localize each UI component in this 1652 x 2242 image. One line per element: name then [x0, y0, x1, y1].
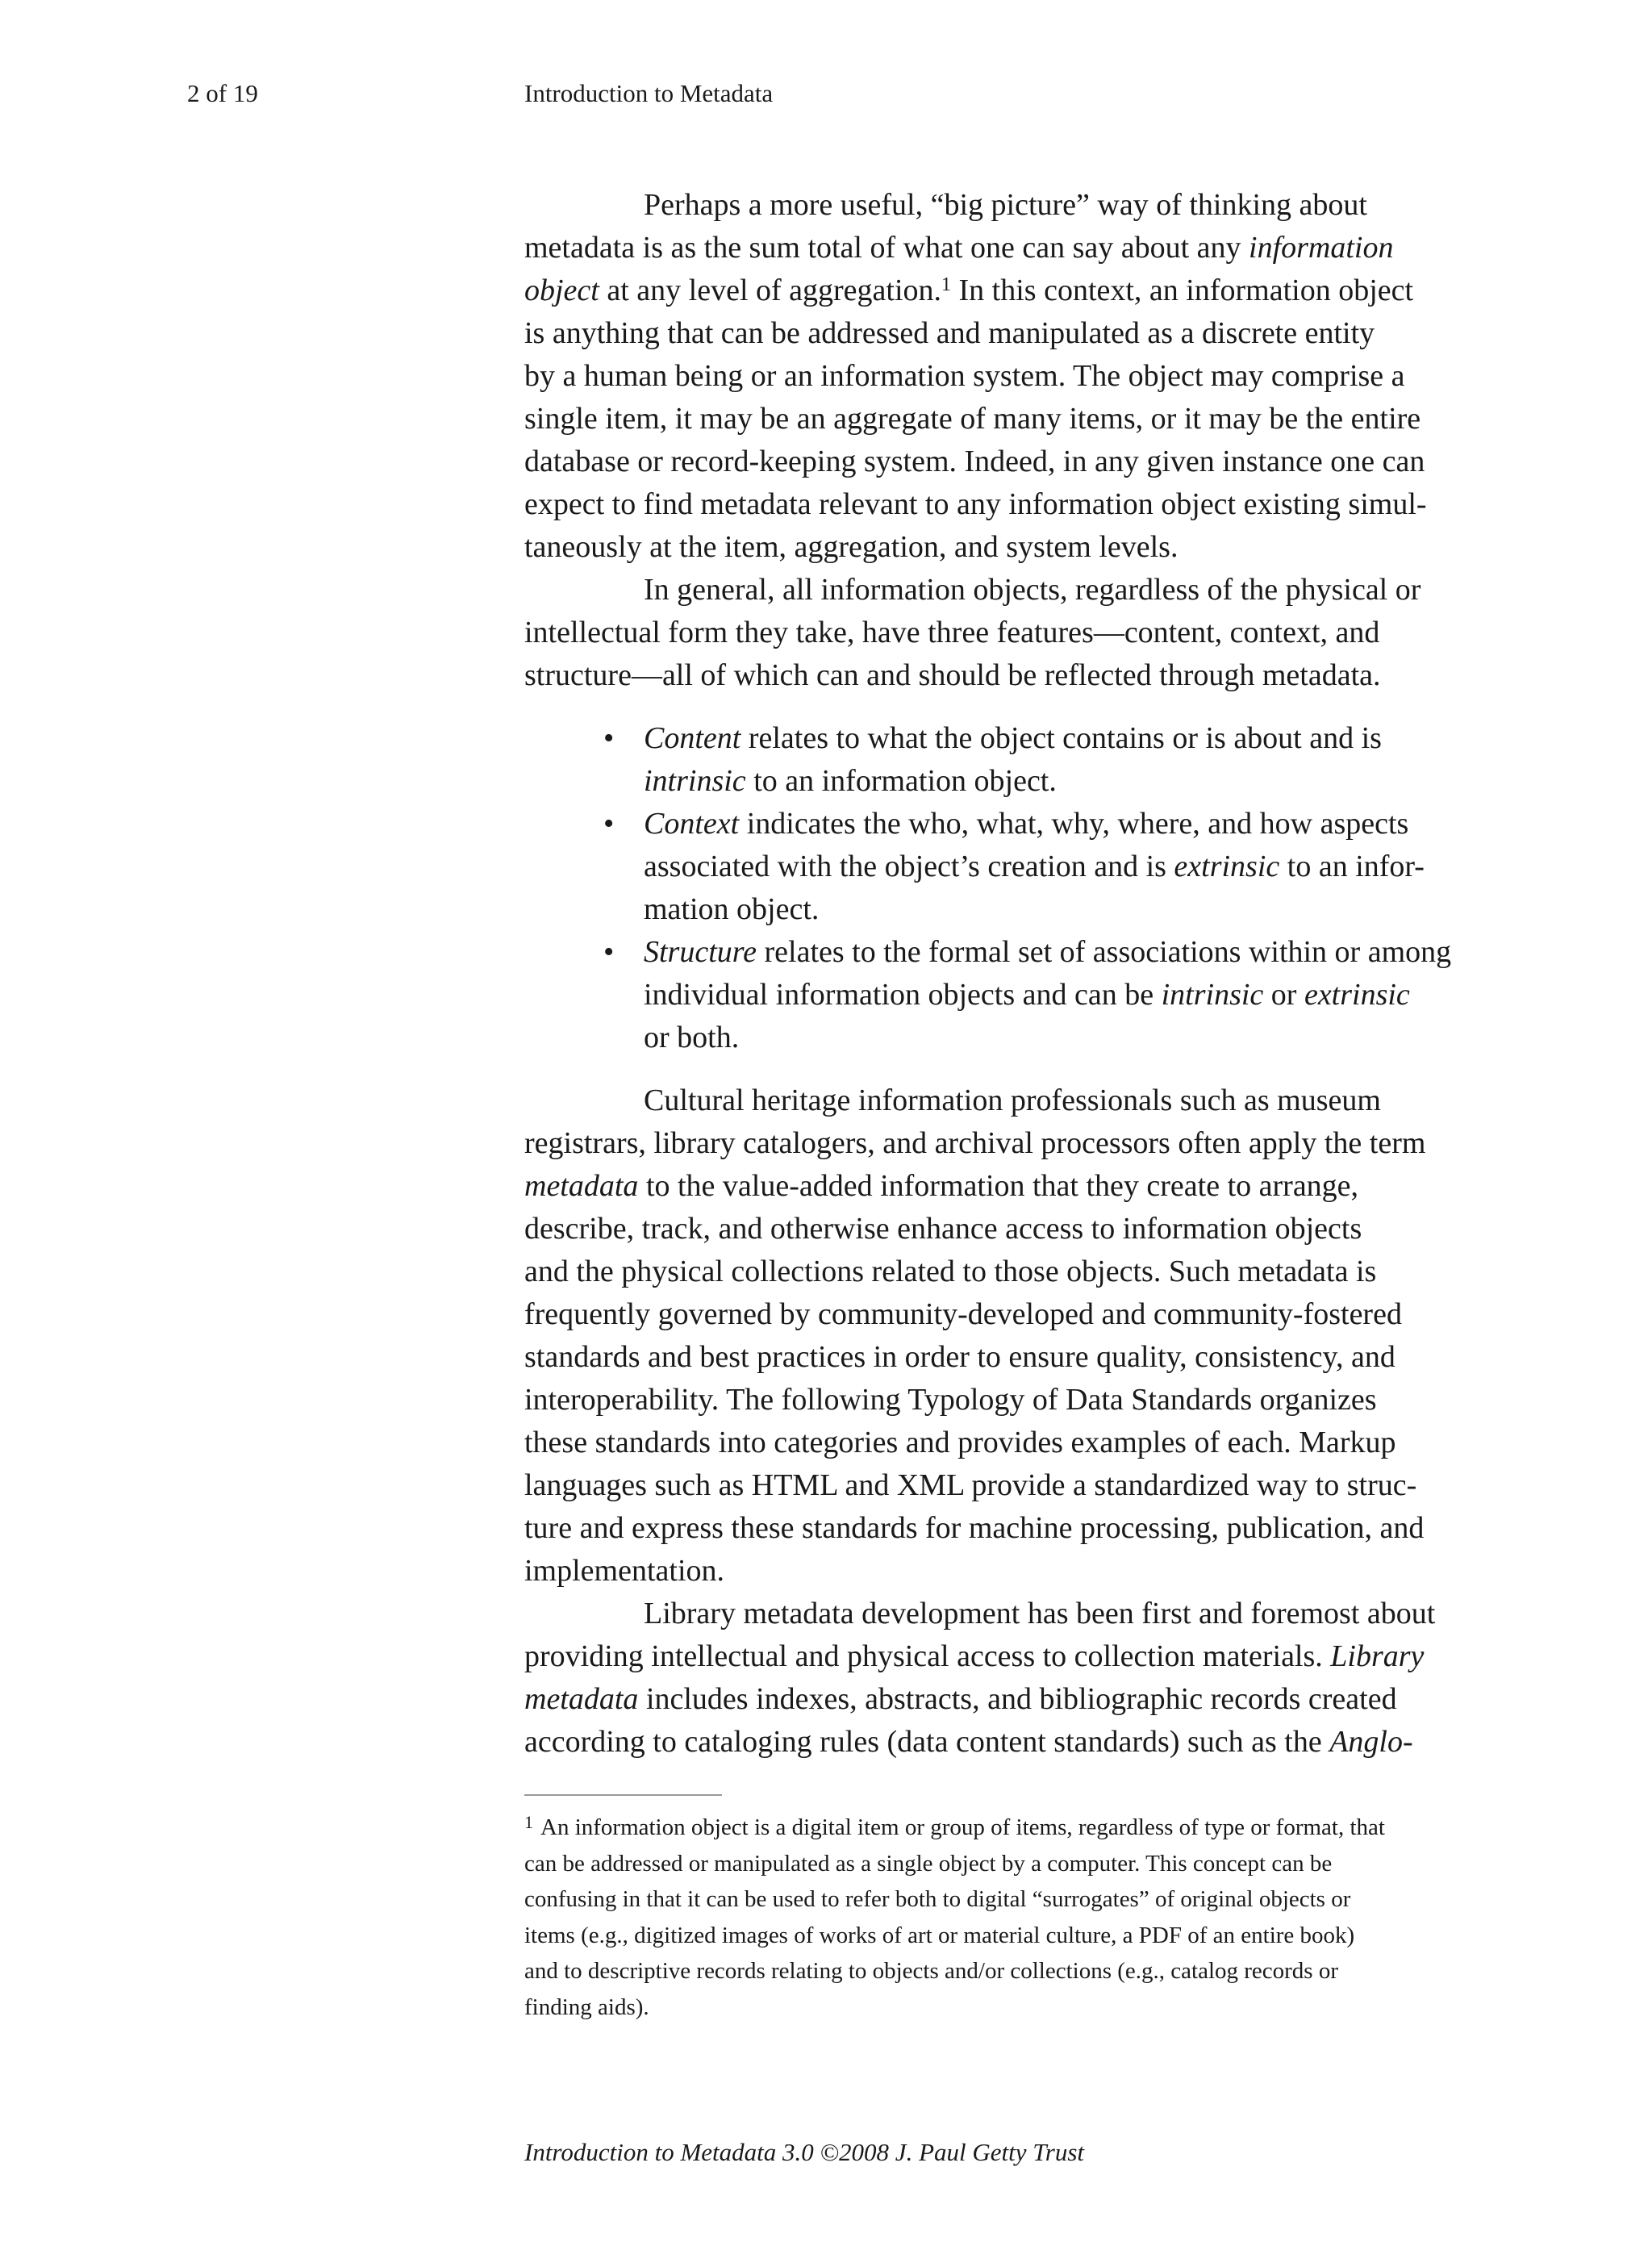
bullet-icon: • — [603, 721, 615, 755]
footnote-text: An information object is a digital item or group of items, regardless of type or format, that can be addressed or manipulated as a single object by a computer. This concept can be confusing in that it can be used to refer both to digital “surrogates” of original objects or items (e.g., digitized images of works of art or material culture, a PDF of an entire book) and to descriptive records relating to objects and/or collections (e.g., catalog records or finding aids). — [524, 1814, 1385, 2020]
features-list — [524, 717, 1476, 1059]
paragraph-library-metadata: Library metadata development has been first and foremost about providing intellectual and physical access to collection materials. Library metadata includes indexes, abstracts, and bibliographic records created according to cataloging rules (data content standards) such as the Anglo- — [524, 1597, 1436, 1759]
bullet-icon: • — [603, 807, 615, 841]
paragraph-big-picture: Perhaps a more useful, “big picture” way of thinking about metadata is as the sum total of what one can say about any information object at any level of aggregation.$^1$ In this context, an information object is anything that can be addressed and manipulated as a discrete entity by a human being or an information system. The object may comprise a single item, it may be an aggregate of many items, or it may be the entire database or record-keeping system. Indeed, in any given instance one can expect to find metadata relevant to any information object existing simul- taneously at the item, aggregation, and system levels. — [524, 188, 1427, 564]
paragraph-cultural-heritage: Cultural heritage information professionals such as museum registrars, library catalogers, and archival processors often apply the term metadata to the value-added information that they create to arrange, describe, track, and otherwise enhance access to information objects and the physical collections related to those objects. Such metadata is frequently governed by community-developed and community-fostered standards and best practices in order to ensure quality, consistency, and interoperability. The following Typology of Data Standards organizes these standards into categories and provides examples of each. Markup languages such as HTML and XML provide a standardized way to struc- ture and express these standards for machine processing, publication, and implementation. — [524, 1083, 1426, 1588]
paragraph-three-features: In general, all information objects, regardless of the physical or intellectual form they take, have three features—content, context, and structure—all of which can and should be reflected through metadata. — [524, 573, 1421, 692]
running-header-title: Introduction to Metadata — [524, 79, 774, 107]
footnote-reference[interactable]: 1 — [941, 274, 952, 295]
list-item-context: • Context indicates the who, what, why, where, and how aspects associated with the object’s creation and is extrinsic to an infor- mation object. — [644, 803, 1476, 931]
page-number: 2 of 19 — [187, 79, 258, 107]
list-item-content: • Content relates to what the object contains or is about and is intrinsic to an information object. — [644, 717, 1476, 803]
main-body-text — [524, 184, 1476, 1764]
list-item-structure: • Structure relates to the formal set of associations within or among individual information objects and can be intrinsic or extrinsic or both. — [644, 931, 1476, 1059]
page-footer: Introduction to Metadata 3.0 ©2008 J. Paul Getty Trust — [524, 2138, 1085, 2166]
bullet-icon: • — [603, 935, 615, 969]
footnote: 1 An information object is a digital item or group of items, regardless of type or format, that can be addressed or manipulated as a single object by a computer. This concept can be confusing in that it can be used to refer both to digital “surrogates” of original objects or items (e.g., digitized images of works of art or material culture, a PDF of an entire book) and to descriptive records relating to objects and/or collections (e.g., catalog records or finding aids). — [524, 1812, 1385, 2020]
footnote-divider — [524, 1794, 722, 1796]
